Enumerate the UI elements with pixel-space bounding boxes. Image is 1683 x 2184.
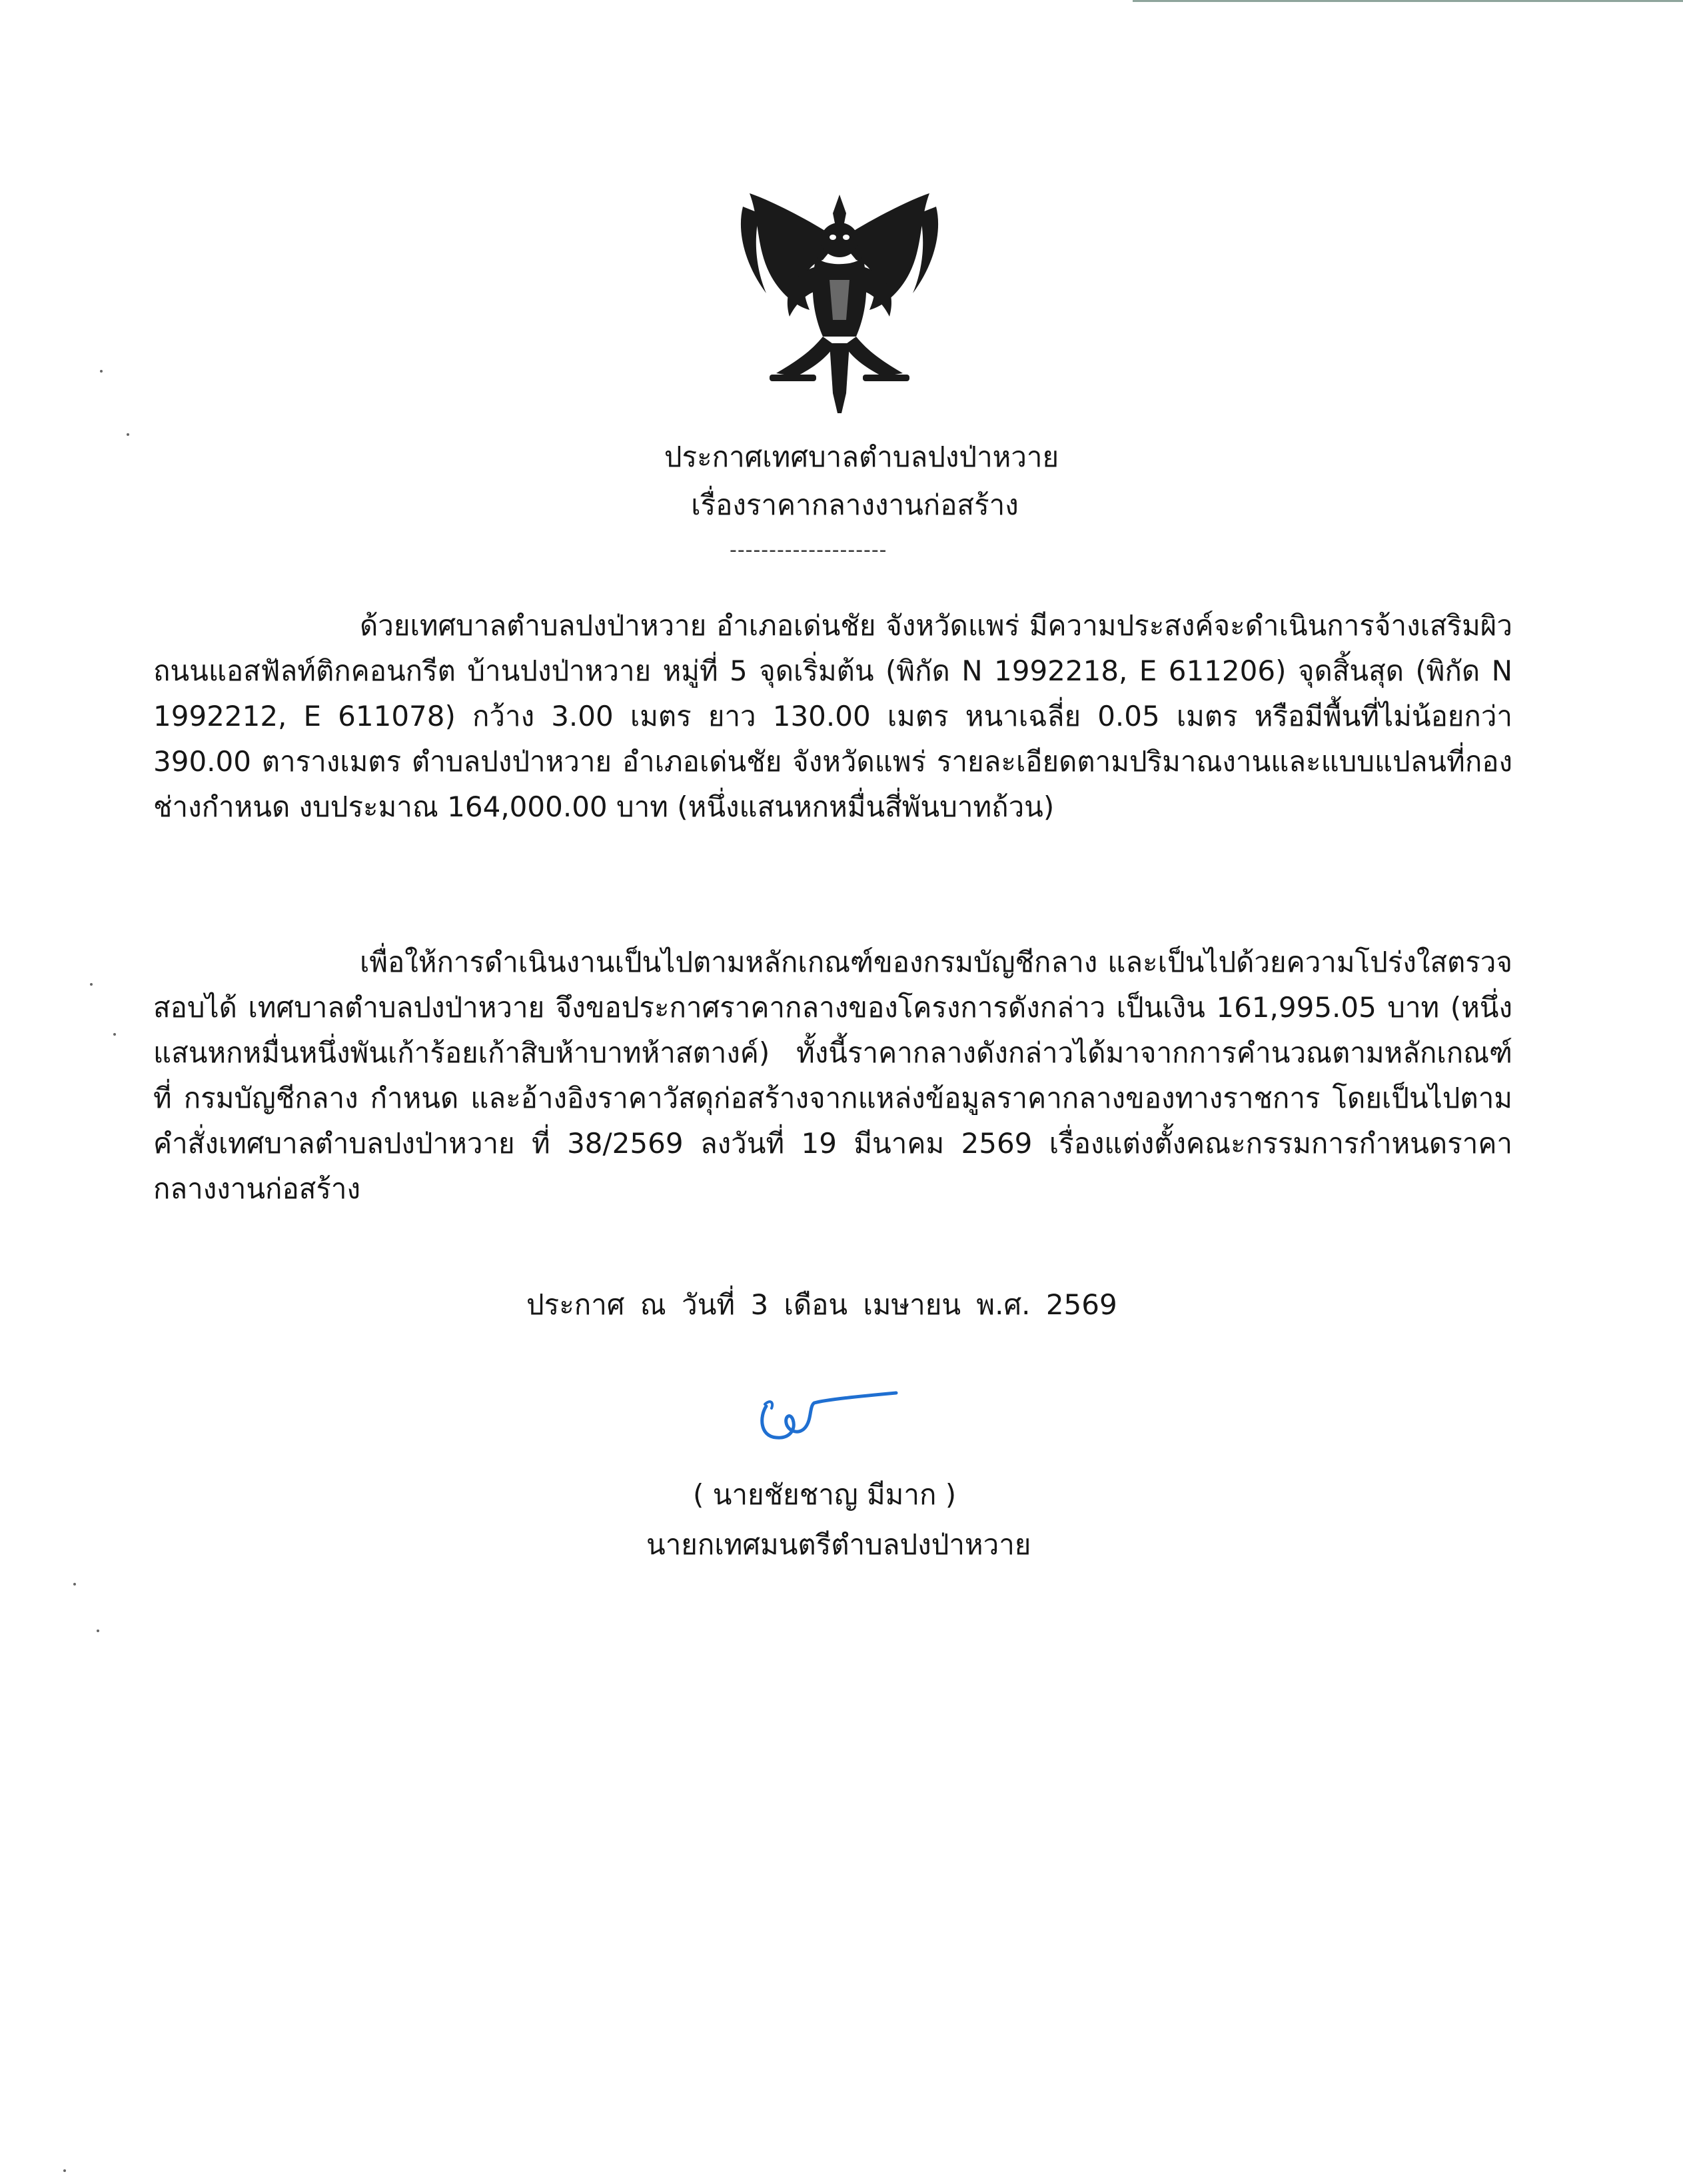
announcement-title: ประกาศเทศบาลตำบลปงป่าหวาย [664,441,1059,473]
body-paragraph-1 [153,603,1512,830]
scan-speck [113,1033,116,1036]
signer-position: นายกเทศมนตรีตำบลปงป่าหวาย [646,1528,1031,1561]
scan-speck [90,983,93,986]
announcement-date: ประกาศ ณ วันที่ 3 เดือน เมษายน พ.ศ. 2569 [526,1288,1117,1321]
paragraph-1-text: ด้วยเทศบาลตำบลปงป่าหวาย อำเภอเด่นชัย จังหวัดแพร่ มีความประสงค์จะดำเนินการจ้างเสริมผิวถนนแอสฟัลท์ติกคอนกรีต บ้านปงป่าหวาย หมู่ที่ 5 จุดเริ่มต้น (พิกัด N 1992218, E 611206) จุดสิ้นสุด (พิกัด N 1992212, E 611078) กว้าง 3.00 เมตร ยาว 130.00 เมตร หนาเฉลี่ย 0.05 เมตร หรือมีพื้นที่ไม่น้อยกว่า 390.00 ตารางเมตร ตำบลปงป่าหวาย อำเภอเด่นชัย จังหวัดแพร่ รายละเอียดตามปริมาณงานและแบบแปลนที่กองช่างกำหนด งบประมาณ 164,000.00 บาท (หนึ่งแสนหกหมื่นสี่พันบาทถ้วน) [153,609,1512,823]
garuda-emblem-icon [730,193,949,420]
scan-speck [127,433,129,436]
scan-speck [63,2169,66,2172]
paragraph-2-text: เพื่อให้การดำเนินงานเป็นไปตามหลักเกณฑ์ของกรมบัญชีกลาง และเป็นไปด้วยความโปร่งใสตรวจสอบได้ เทศบาลตำบลปงป่าหวาย จึงขอประกาศราคากลางของโครงการดังกล่าว เป็นเงิน 161,995.05 บาท (หนึ่งแสนหกหมื่นหนึ่งพันเก้าร้อยเก้าสิบห้าบาทห้าสตางค์) ทั้งนี้ราคากลางดังกล่าวได้มาจากการคำนวณตามหลักเกณฑ์ที่ กรมบัญชีกลาง กำหนด และอ้างอิงราคาวัสดุก่อสร้างจากแหล่งข้อมูลราคากลางของทางราชการ โดยเป็นไปตามคำสั่งเทศบาลตำบลปงป่าหวาย ที่ 38/2569 ลงวันที่ 19 มีนาคม 2569 เรื่องแต่งตั้งคณะกรรมการกำหนดราคากลางงานก่อสร้าง [153,946,1512,1205]
signer-name: ( นายชัยชาญ มีมาก ) [693,1478,957,1511]
announcement-subject: เรื่องราคากลางงานก่อสร้าง [691,489,1019,521]
title-separator: -------------------- [730,539,887,562]
scan-speck [97,1630,99,1632]
scan-edge-mark [1133,0,1683,2]
scan-speck [73,1583,76,1586]
handwritten-signature-icon [740,1390,899,1450]
scan-speck [100,370,103,373]
body-paragraph-2 [153,940,1512,1212]
